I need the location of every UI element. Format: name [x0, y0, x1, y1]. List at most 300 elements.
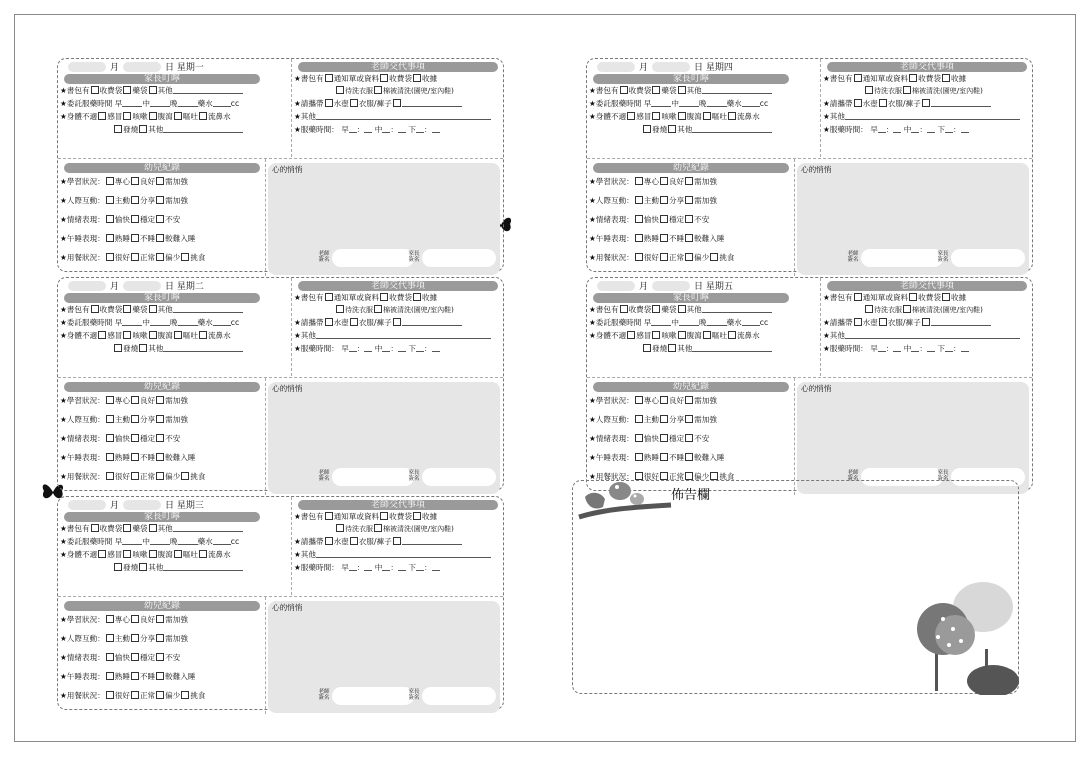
checkbox[interactable] — [156, 672, 164, 680]
checkbox[interactable] — [114, 344, 122, 352]
blank-line[interactable] — [432, 563, 440, 571]
checkbox[interactable] — [652, 86, 660, 94]
day-field[interactable] — [652, 281, 690, 291]
checkbox[interactable] — [114, 563, 122, 571]
blank-line[interactable] — [961, 344, 969, 352]
checkbox[interactable] — [685, 415, 693, 423]
checkbox[interactable] — [336, 305, 344, 313]
label: ★書包有 — [294, 293, 324, 302]
blank-line[interactable] — [707, 99, 727, 107]
label: ★午睡表現： — [60, 672, 105, 681]
label: ★情緒表現： — [60, 434, 105, 443]
checkbox[interactable] — [131, 415, 139, 423]
checkbox[interactable] — [685, 215, 693, 223]
checkbox[interactable] — [181, 253, 189, 261]
blank-line[interactable] — [845, 112, 1020, 120]
checkbox[interactable] — [91, 86, 99, 94]
blank-line[interactable] — [173, 305, 243, 313]
checkbox[interactable] — [643, 344, 651, 352]
checkbox[interactable] — [374, 305, 382, 313]
heart-words-label: 心的悄悄 — [801, 384, 832, 393]
checkbox[interactable] — [123, 331, 131, 339]
checkbox[interactable] — [131, 234, 139, 242]
checkbox[interactable] — [374, 86, 382, 94]
option: 專心 — [114, 396, 130, 405]
checkbox[interactable] — [350, 537, 358, 545]
blank-line[interactable] — [878, 344, 886, 352]
checkbox[interactable] — [685, 472, 693, 480]
checkbox[interactable] — [106, 634, 114, 642]
checkbox[interactable] — [149, 112, 157, 120]
checkbox[interactable] — [909, 74, 917, 82]
checkbox[interactable] — [374, 524, 382, 532]
checkbox[interactable] — [123, 550, 131, 558]
checkbox[interactable] — [131, 691, 139, 699]
blank-line[interactable] — [150, 537, 170, 545]
checkbox[interactable] — [728, 112, 736, 120]
option: 需加強 — [694, 196, 717, 205]
checkbox[interactable] — [106, 215, 114, 223]
checkbox[interactable] — [181, 472, 189, 480]
checkbox[interactable] — [325, 537, 333, 545]
checkbox[interactable] — [156, 634, 164, 642]
month-label: 月 — [110, 282, 120, 292]
blank-line[interactable] — [416, 125, 424, 133]
child-record-row — [589, 396, 717, 406]
blank-line[interactable] — [945, 344, 953, 352]
checkbox[interactable] — [131, 653, 139, 661]
checkbox[interactable] — [652, 331, 660, 339]
checkbox[interactable] — [156, 196, 164, 204]
checkbox[interactable] — [635, 415, 643, 423]
checkbox[interactable] — [685, 253, 693, 261]
teacher-sign-label: 老師簽名 — [318, 689, 330, 701]
blank-line[interactable] — [122, 537, 142, 545]
checkbox[interactable] — [149, 550, 157, 558]
blank-line[interactable] — [931, 99, 991, 107]
blank-line[interactable] — [416, 344, 424, 352]
blank-line[interactable] — [316, 112, 491, 120]
checkbox[interactable] — [685, 177, 693, 185]
checkbox[interactable] — [199, 331, 207, 339]
option: 收費袋 — [389, 74, 412, 83]
blank-line[interactable] — [651, 318, 671, 326]
blank-line[interactable] — [961, 125, 969, 133]
checkbox[interactable] — [922, 318, 930, 326]
checkbox[interactable] — [635, 396, 643, 404]
checkbox[interactable] — [710, 253, 718, 261]
birds-on-branch-icon — [575, 477, 675, 527]
option: 不睡 — [139, 234, 156, 243]
option: 其他 — [148, 125, 164, 134]
option: 很好 — [643, 253, 659, 262]
option: 收據 — [950, 74, 967, 83]
checkbox[interactable] — [156, 415, 164, 423]
checkbox[interactable] — [106, 653, 114, 661]
checkbox[interactable] — [156, 653, 164, 661]
blank-line[interactable] — [163, 344, 243, 352]
checkbox[interactable] — [131, 453, 139, 461]
checkbox[interactable] — [942, 293, 950, 301]
label: ★請攜帶 — [823, 318, 853, 327]
blank-line[interactable] — [316, 331, 491, 339]
blank-line[interactable] — [692, 125, 772, 133]
checkbox[interactable] — [123, 305, 131, 313]
option: 不安 — [694, 215, 710, 224]
checkbox[interactable] — [131, 472, 139, 480]
child-record-row — [60, 615, 188, 625]
slot: cc — [230, 99, 240, 108]
teacher-bag-line-2 — [335, 86, 454, 96]
month-field[interactable] — [597, 62, 635, 72]
slot: 早 — [114, 318, 123, 327]
checkbox[interactable] — [350, 318, 358, 326]
option: 嘔吐 — [711, 112, 727, 121]
checkbox[interactable] — [703, 112, 711, 120]
checkbox[interactable] — [635, 215, 643, 223]
option: 需加強 — [165, 415, 188, 424]
label: ★書包有 — [294, 74, 324, 83]
checkbox[interactable] — [106, 434, 114, 442]
checkbox[interactable] — [106, 396, 114, 404]
checkbox[interactable] — [350, 99, 358, 107]
checkbox[interactable] — [685, 196, 693, 204]
blank-line[interactable] — [173, 86, 243, 94]
checkbox[interactable] — [413, 293, 421, 301]
teacher-bring-line — [294, 318, 462, 328]
checkbox[interactable] — [106, 415, 114, 423]
checkbox[interactable] — [139, 563, 147, 571]
blank-line[interactable] — [178, 99, 198, 107]
blank-line[interactable] — [173, 524, 243, 532]
checkbox[interactable] — [728, 331, 736, 339]
blank-line[interactable] — [402, 99, 462, 107]
heart-words-panel[interactable] — [268, 601, 500, 713]
checkbox[interactable] — [627, 112, 635, 120]
checkbox[interactable] — [865, 86, 873, 94]
teacher-bring-line — [823, 318, 991, 328]
checkbox[interactable] — [123, 112, 131, 120]
blank-line[interactable] — [416, 563, 424, 571]
checkbox[interactable] — [91, 305, 99, 313]
blank-line[interactable] — [349, 344, 357, 352]
checkbox[interactable] — [652, 112, 660, 120]
checkbox[interactable] — [380, 293, 388, 301]
blank-line[interactable] — [402, 318, 462, 326]
blank-line[interactable] — [122, 99, 142, 107]
blank-line[interactable] — [707, 318, 727, 326]
blank-line[interactable] — [651, 99, 671, 107]
blank-line[interactable] — [398, 344, 406, 352]
checkbox[interactable] — [199, 550, 207, 558]
blank-line[interactable] — [702, 86, 772, 94]
checkbox[interactable] — [380, 74, 388, 82]
checkbox[interactable] — [854, 293, 862, 301]
checkbox[interactable] — [903, 86, 911, 94]
checkbox[interactable] — [131, 215, 139, 223]
option: 熟睡 — [114, 672, 130, 681]
day-field[interactable] — [123, 281, 161, 291]
checkbox[interactable] — [131, 253, 139, 261]
slot: 中 — [372, 125, 383, 134]
checkbox[interactable] — [98, 331, 106, 339]
checkbox[interactable] — [106, 196, 114, 204]
checkbox[interactable] — [174, 550, 182, 558]
option: 通知單或資料 — [862, 293, 909, 302]
checkbox[interactable] — [660, 453, 668, 461]
day-field[interactable] — [123, 62, 161, 72]
checkbox[interactable] — [660, 196, 668, 204]
checkbox[interactable] — [131, 177, 139, 185]
checkbox[interactable] — [106, 615, 114, 623]
checkbox[interactable] — [854, 99, 862, 107]
checkbox[interactable] — [149, 524, 157, 532]
checkbox[interactable] — [879, 99, 887, 107]
checkbox[interactable] — [879, 318, 887, 326]
checkbox[interactable] — [668, 344, 676, 352]
blank-line[interactable] — [402, 537, 462, 545]
blank-line[interactable] — [878, 125, 886, 133]
checkbox[interactable] — [156, 434, 164, 442]
blank-line[interactable] — [927, 125, 935, 133]
checkbox[interactable] — [620, 86, 628, 94]
checkbox[interactable] — [149, 331, 157, 339]
checkbox[interactable] — [643, 125, 651, 133]
checkbox[interactable] — [854, 318, 862, 326]
day-field[interactable] — [652, 62, 690, 72]
checkbox[interactable] — [903, 305, 911, 313]
checkbox[interactable] — [380, 512, 388, 520]
checkbox[interactable] — [325, 99, 333, 107]
blank-line[interactable] — [927, 344, 935, 352]
blank-line[interactable] — [742, 318, 760, 326]
checkbox[interactable] — [199, 112, 207, 120]
checkbox[interactable] — [678, 112, 686, 120]
checkbox[interactable] — [336, 86, 344, 94]
checkbox[interactable] — [635, 196, 643, 204]
checkbox[interactable] — [942, 74, 950, 82]
checkbox[interactable] — [156, 215, 164, 223]
teacher-sign-field[interactable] — [332, 687, 414, 705]
blank-line[interactable] — [845, 331, 1020, 339]
checkbox[interactable] — [620, 305, 628, 313]
checkbox[interactable] — [325, 74, 333, 82]
checkbox[interactable] — [865, 305, 873, 313]
teacher-sign-field[interactable] — [332, 249, 414, 267]
checkbox[interactable] — [909, 293, 917, 301]
checkbox[interactable] — [660, 177, 668, 185]
blank-line[interactable] — [931, 318, 991, 326]
checkbox[interactable] — [98, 112, 106, 120]
checkbox[interactable] — [156, 615, 164, 623]
option: 咳嗽 — [661, 331, 677, 340]
checkbox[interactable] — [922, 99, 930, 107]
parent-sick-line-2 — [642, 125, 772, 135]
blank-line[interactable] — [163, 125, 243, 133]
heart-words-panel[interactable] — [268, 382, 500, 494]
blank-line[interactable] — [213, 318, 231, 326]
checkbox[interactable] — [106, 234, 114, 242]
checkbox[interactable] — [660, 215, 668, 223]
parent-sign-field[interactable] — [422, 687, 496, 705]
checkbox[interactable] — [123, 524, 131, 532]
parent-sign-field[interactable] — [422, 468, 496, 486]
blank-line[interactable] — [316, 550, 491, 558]
month-field[interactable] — [68, 281, 106, 291]
checkbox[interactable] — [413, 512, 421, 520]
blank-line[interactable] — [945, 125, 953, 133]
checkbox[interactable] — [393, 99, 401, 107]
slot: 早 — [643, 99, 652, 108]
option: 良好 — [668, 177, 685, 186]
day-field[interactable] — [123, 500, 161, 510]
checkbox[interactable] — [678, 331, 686, 339]
blank-line[interactable] — [122, 318, 142, 326]
checkbox[interactable] — [635, 453, 643, 461]
child-record-row — [589, 177, 717, 187]
label: ★委託服藥時間 — [60, 318, 115, 327]
option: 分享 — [668, 415, 685, 424]
blank-line[interactable] — [432, 344, 440, 352]
checkbox[interactable] — [156, 234, 164, 242]
checkbox[interactable] — [174, 331, 182, 339]
checkbox[interactable] — [660, 415, 668, 423]
checkbox[interactable] — [156, 453, 164, 461]
checkbox[interactable] — [181, 691, 189, 699]
blank-line[interactable] — [398, 563, 406, 571]
teacher-bag-line-2 — [864, 86, 983, 96]
heart-words-panel[interactable] — [797, 382, 1029, 494]
checkbox[interactable] — [106, 672, 114, 680]
checkbox[interactable] — [685, 396, 693, 404]
checkbox[interactable] — [131, 396, 139, 404]
option: 感冒 — [107, 112, 123, 121]
checkbox[interactable] — [156, 472, 164, 480]
option: 不睡 — [139, 453, 156, 462]
checkbox[interactable] — [156, 253, 164, 261]
checkbox[interactable] — [131, 434, 139, 442]
blank-line[interactable] — [679, 99, 699, 107]
slot: ： — [356, 125, 365, 134]
checkbox[interactable] — [627, 331, 635, 339]
checkbox[interactable] — [106, 472, 114, 480]
blank-line[interactable] — [692, 344, 772, 352]
checkbox[interactable] — [139, 125, 147, 133]
checkbox[interactable] — [635, 253, 643, 261]
slot: 下 — [935, 344, 946, 353]
checkbox[interactable] — [106, 253, 114, 261]
checkbox[interactable] — [678, 305, 686, 313]
parent-sign-field[interactable] — [951, 249, 1025, 267]
blank-line[interactable] — [213, 537, 231, 545]
blank-line[interactable] — [178, 318, 198, 326]
blank-line[interactable] — [150, 318, 170, 326]
checkbox[interactable] — [660, 396, 668, 404]
checkbox[interactable] — [413, 74, 421, 82]
checkbox[interactable] — [703, 331, 711, 339]
teacher-sign-field[interactable] — [861, 249, 943, 267]
blank-line[interactable] — [679, 318, 699, 326]
heart-words-panel[interactable] — [797, 163, 1029, 275]
checkbox[interactable] — [685, 434, 693, 442]
blank-line[interactable] — [213, 99, 231, 107]
blank-line[interactable] — [432, 125, 440, 133]
checkbox[interactable] — [660, 434, 668, 442]
checkbox[interactable] — [106, 177, 114, 185]
checkbox[interactable] — [131, 672, 139, 680]
teacher-sign-field[interactable] — [332, 468, 414, 486]
checkbox[interactable] — [393, 537, 401, 545]
checkbox[interactable] — [123, 86, 131, 94]
checkbox[interactable] — [106, 691, 114, 699]
option: 嘔吐 — [711, 331, 727, 340]
checkbox[interactable] — [156, 691, 164, 699]
option: 需加強 — [165, 396, 188, 405]
option: 待洗衣服 — [345, 306, 373, 314]
checkbox[interactable] — [652, 305, 660, 313]
blank-line[interactable] — [178, 537, 198, 545]
month-label: 月 — [110, 501, 120, 511]
checkbox[interactable] — [668, 125, 676, 133]
checkbox[interactable] — [139, 344, 147, 352]
blank-line[interactable] — [349, 563, 357, 571]
checkbox[interactable] — [174, 112, 182, 120]
label: ★書包有 — [294, 512, 324, 521]
checkbox[interactable] — [131, 196, 139, 204]
checkbox[interactable] — [325, 318, 333, 326]
checkbox[interactable] — [156, 177, 164, 185]
checkbox[interactable] — [685, 234, 693, 242]
checkbox[interactable] — [393, 318, 401, 326]
checkbox[interactable] — [635, 234, 643, 242]
month-field[interactable] — [68, 62, 106, 72]
blank-line[interactable] — [742, 99, 760, 107]
checkbox[interactable] — [131, 615, 139, 623]
blank-line[interactable] — [150, 99, 170, 107]
checkbox[interactable] — [710, 472, 718, 480]
checkbox[interactable] — [854, 74, 862, 82]
blank-line[interactable] — [349, 125, 357, 133]
blank-line[interactable] — [702, 305, 772, 313]
checkbox[interactable] — [325, 512, 333, 520]
option: 不睡 — [668, 453, 685, 462]
checkbox[interactable] — [685, 453, 693, 461]
month-field[interactable] — [68, 500, 106, 510]
checkbox[interactable] — [131, 634, 139, 642]
checkbox[interactable] — [114, 125, 122, 133]
checkbox[interactable] — [678, 86, 686, 94]
checkbox[interactable] — [325, 293, 333, 301]
checkbox[interactable] — [149, 305, 157, 313]
blank-line[interactable] — [163, 563, 243, 571]
checkbox[interactable] — [660, 253, 668, 261]
checkbox[interactable] — [98, 550, 106, 558]
checkbox[interactable] — [635, 434, 643, 442]
checkbox[interactable] — [660, 234, 668, 242]
month-field[interactable] — [597, 281, 635, 291]
checkbox[interactable] — [336, 524, 344, 532]
option: 穩定 — [668, 215, 685, 224]
checkbox[interactable] — [91, 524, 99, 532]
checkbox[interactable] — [149, 86, 157, 94]
heart-words-panel[interactable] — [268, 163, 500, 275]
parent-sign-field[interactable] — [422, 249, 496, 267]
blank-line[interactable] — [398, 125, 406, 133]
checkbox[interactable] — [635, 177, 643, 185]
checkbox[interactable] — [156, 396, 164, 404]
child-record-row — [60, 215, 180, 225]
checkbox[interactable] — [106, 453, 114, 461]
